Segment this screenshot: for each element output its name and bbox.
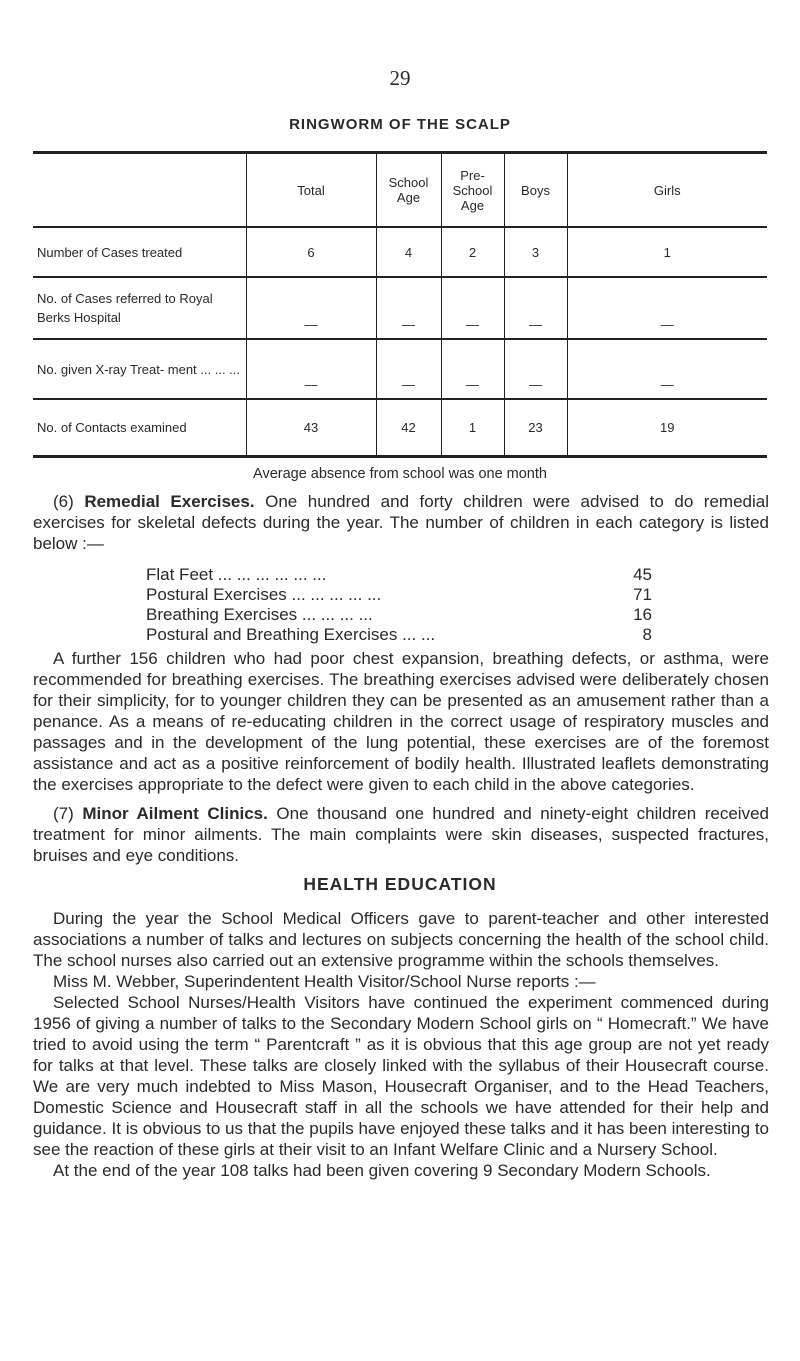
table-title: RINGWORM OF THE SCALP — [289, 116, 511, 133]
cell-girls: — — [567, 277, 767, 339]
exercise-count: 8 — [642, 625, 652, 644]
cell-school-age: — — [376, 339, 441, 399]
table-header-row — [33, 153, 767, 228]
cell-boys: — — [504, 339, 567, 399]
cell-boys: 3 — [504, 227, 567, 277]
table-row — [33, 399, 767, 457]
header-pre-school-age: Pre- School Age — [441, 153, 504, 228]
list-item — [146, 605, 652, 625]
cell-total: — — [246, 277, 376, 339]
health-education-paragraph: Selected School Nurses/Health Visitors have continued the experiment commenced during 1956 of giving a number of talks to the Secondary Modern School girls on “ Homecraft.” We have tried to avoid using the term “ Parentcraft ” as it is obvious that this age group are not yet ready for talks at that level. These talks are closely linked with the syllabus of their Housecraft course. We are very much indebted to Miss Mason, Housecraft Organiser, and to the Head Teachers, Domestic Science and Housecraft staff in all the schools we have attended for their help and guidance. It is obvious to us that the pupils have enjoyed these talks and it has been interesting to see the reaction of these girls at their visit to an Infant Welfare Clinic and a Nursery School. — [33, 993, 769, 1159]
list-item — [146, 565, 652, 585]
cell-boys: — — [504, 277, 567, 339]
breathing-paragraph-block — [33, 648, 769, 795]
exercise-count: 45 — [633, 565, 652, 584]
table-row — [33, 277, 767, 339]
page-number: 29 — [389, 66, 411, 90]
header-total: Total — [246, 153, 376, 228]
cell-pre-school-age: — — [441, 339, 504, 399]
table-note: Average absence from school was one month — [253, 466, 547, 482]
list-item — [146, 625, 652, 645]
cell-total: 43 — [246, 399, 376, 457]
health-education-paragraph: During the year the School Medical Officers gave to parent-teacher and other interested associations a number of talks and lectures on subjects concerning the health of the school child. The school nurses also carried out an extensive programme within the schools themselves. — [33, 909, 769, 970]
exercise-label: Flat Feet ... ... ... ... ... ... — [146, 565, 327, 584]
health-education-paragraph: At the end of the year 108 talks had been given covering 9 Secondary Modern Schools. — [53, 1161, 711, 1180]
row-label: No. of Contacts examined — [37, 420, 187, 435]
minor-ailment-heading: Minor Ailment Clinics. — [82, 804, 268, 823]
remedial-intro-text: One hundred and forty children were advised to do remedial exercises for skeletal defects during the year. The number of children in each category is listed below :— — [33, 492, 769, 553]
minor-ailment-number: (7) — [53, 804, 74, 823]
exercise-list — [146, 565, 652, 645]
cell-girls: — — [567, 339, 767, 399]
table-row — [33, 227, 767, 277]
health-education-body — [33, 908, 769, 1181]
table-row — [33, 339, 767, 399]
health-education-paragraph: Miss M. Webber, Superindentent Health Visitor/School Nurse reports :— — [53, 972, 596, 991]
cell-boys: 23 — [504, 399, 567, 457]
remedial-heading: Remedial Exercises. — [84, 492, 255, 511]
remedial-intro-block — [33, 491, 769, 554]
cell-pre-school-age: 1 — [441, 399, 504, 457]
minor-ailment-text: One thousand one hundred and ninety-eight children received treatment for minor ailments. The main complaints were skin diseases, suspected fractures, bruises and eye conditions. — [33, 804, 769, 865]
list-item — [146, 585, 652, 605]
exercise-count: 16 — [633, 605, 652, 624]
cell-pre-school-age: 2 — [441, 227, 504, 277]
cell-girls: 19 — [567, 399, 767, 457]
health-education-heading: HEALTH EDUCATION — [303, 874, 497, 894]
header-girls: Girls — [567, 153, 767, 228]
minor-ailment-paragraph — [33, 803, 769, 866]
breathing-paragraph: A further 156 children who had poor chest expansion, breathing defects, or asthma, were recommended for breathing exercises. The breathing exercises advised were deliberately chosen for their simplicity, for to younger children they can be presented as an amusement rather than a penance. As a means of re-educating children in the correct usage of respiratory muscles and passages and in the development of the lung potential, these exercises are of the foremost assistance and act as a positive reinforcement of bodily health. Illustrated leaflets demonstrating the exercises appropriate to the defect were given to each child in the above categories. — [33, 649, 769, 794]
row-label: No. of Cases referred to Royal Berks Hospital — [33, 277, 246, 339]
cell-total: 6 — [246, 227, 376, 277]
row-label: No. given X-ray Treat- ment ... ... ... — [33, 339, 246, 399]
remedial-intro-paragraph — [33, 491, 769, 554]
header-school-age: School Age — [376, 153, 441, 228]
header-boys: Boys — [504, 153, 567, 228]
exercise-label: Postural and Breathing Exercises ... ... — [146, 625, 436, 644]
row-label: Number of Cases treated — [33, 227, 246, 277]
exercise-label: Postural Exercises ... ... ... ... ... — [146, 585, 382, 604]
remedial-number: (6) — [53, 492, 74, 511]
ringworm-table — [33, 151, 767, 458]
cell-school-age: 42 — [376, 399, 441, 457]
exercise-count: 71 — [633, 585, 652, 604]
cell-girls: 1 — [567, 227, 767, 277]
cell-school-age: — — [376, 277, 441, 339]
cell-total: — — [246, 339, 376, 399]
header-blank — [33, 153, 246, 228]
minor-ailment-block — [33, 803, 769, 866]
cell-school-age: 4 — [376, 227, 441, 277]
cell-pre-school-age: — — [441, 277, 504, 339]
exercise-label: Breathing Exercises ... ... ... ... — [146, 605, 373, 624]
